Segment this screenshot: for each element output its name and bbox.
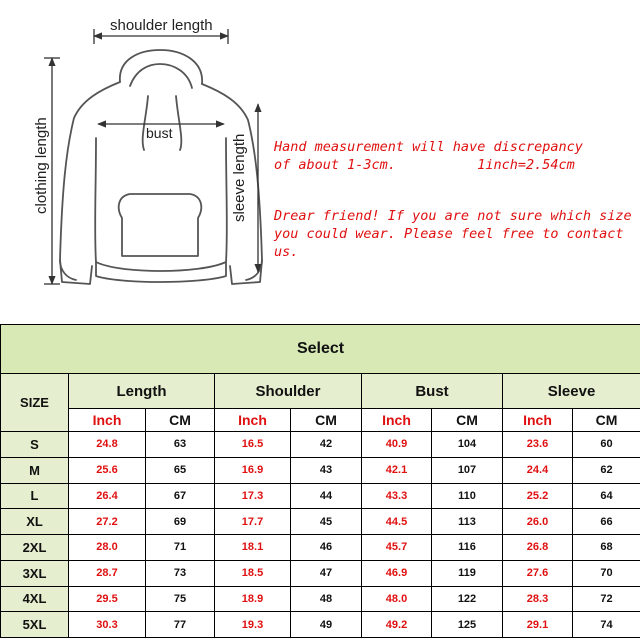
inch-value-cell: 28.7 bbox=[69, 560, 146, 586]
cm-value-cell: 62 bbox=[573, 457, 640, 483]
inch-value-cell: 49.2 bbox=[362, 612, 432, 638]
cm-value-cell: 44 bbox=[291, 483, 362, 509]
cm-unit-header: CM bbox=[432, 409, 503, 432]
inch-value-cell: 26.8 bbox=[503, 535, 573, 561]
cm-value-cell: 48 bbox=[291, 586, 362, 612]
cm-value-cell: 125 bbox=[432, 612, 503, 638]
cm-value-cell: 113 bbox=[432, 509, 503, 535]
inch-unit-header: Inch bbox=[362, 409, 432, 432]
cm-value-cell: 107 bbox=[432, 457, 503, 483]
size-cell: 4XL bbox=[1, 586, 69, 612]
size-cell: S bbox=[1, 432, 69, 458]
cm-value-cell: 47 bbox=[291, 560, 362, 586]
inch-value-cell: 17.3 bbox=[215, 483, 291, 509]
cm-value-cell: 42 bbox=[291, 432, 362, 458]
inch-unit-header: Inch bbox=[503, 409, 573, 432]
sleeve-length-label: sleeve length bbox=[231, 133, 248, 222]
cm-value-cell: 46 bbox=[291, 535, 362, 561]
cm-value-cell: 65 bbox=[146, 457, 215, 483]
inch-value-cell: 23.6 bbox=[503, 432, 573, 458]
inch-value-cell: 16.9 bbox=[215, 457, 291, 483]
table-title: Select bbox=[1, 325, 640, 374]
cm-value-cell: 71 bbox=[146, 535, 215, 561]
table-row bbox=[1, 483, 640, 509]
table-row bbox=[1, 432, 640, 458]
cm-value-cell: 110 bbox=[432, 483, 503, 509]
size-cell: M bbox=[1, 457, 69, 483]
table-row bbox=[1, 535, 640, 561]
inch-value-cell: 44.5 bbox=[362, 509, 432, 535]
bust-header: Bust bbox=[362, 374, 503, 409]
cm-value-cell: 68 bbox=[573, 535, 640, 561]
inch-value-cell: 25.2 bbox=[503, 483, 573, 509]
table-row bbox=[1, 560, 640, 586]
inch-value-cell: 25.6 bbox=[69, 457, 146, 483]
inch-value-cell: 48.0 bbox=[362, 586, 432, 612]
inch-value-cell: 45.7 bbox=[362, 535, 432, 561]
inch-unit-header: Inch bbox=[69, 409, 146, 432]
inch-value-cell: 24.4 bbox=[503, 457, 573, 483]
cm-unit-header: CM bbox=[146, 409, 215, 432]
shoulder-header: Shoulder bbox=[215, 374, 362, 409]
size-cell: XL bbox=[1, 509, 69, 535]
bust-label: bust bbox=[146, 125, 173, 141]
inch-value-cell: 17.7 bbox=[215, 509, 291, 535]
cm-value-cell: 72 bbox=[573, 586, 640, 612]
cm-value-cell: 122 bbox=[432, 586, 503, 612]
inch-value-cell: 29.1 bbox=[503, 612, 573, 638]
cm-value-cell: 49 bbox=[291, 612, 362, 638]
inch-value-cell: 19.3 bbox=[215, 612, 291, 638]
size-header: SIZE bbox=[1, 374, 69, 432]
cm-value-cell: 64 bbox=[573, 483, 640, 509]
table-row bbox=[1, 586, 640, 612]
inch-value-cell: 18.1 bbox=[215, 535, 291, 561]
inch-value-cell: 27.6 bbox=[503, 560, 573, 586]
table-row bbox=[1, 612, 640, 638]
size-cell: 2XL bbox=[1, 535, 69, 561]
cm-value-cell: 119 bbox=[432, 560, 503, 586]
cm-value-cell: 69 bbox=[146, 509, 215, 535]
inch-value-cell: 43.3 bbox=[362, 483, 432, 509]
inch-value-cell: 29.5 bbox=[69, 586, 146, 612]
inch-value-cell: 28.3 bbox=[503, 586, 573, 612]
sleeve-header: Sleeve bbox=[503, 374, 640, 409]
cm-value-cell: 63 bbox=[146, 432, 215, 458]
inch-value-cell: 18.9 bbox=[215, 586, 291, 612]
length-header: Length bbox=[69, 374, 215, 409]
cm-value-cell: 70 bbox=[573, 560, 640, 586]
inch-value-cell: 18.5 bbox=[215, 560, 291, 586]
size-cell: 3XL bbox=[1, 560, 69, 586]
contact-note: Drear friend! If you are not sure which size you could wear. Please feel free to contact us. bbox=[274, 208, 632, 260]
inch-value-cell: 42.1 bbox=[362, 457, 432, 483]
table-row bbox=[1, 457, 640, 483]
inch-value-cell: 30.3 bbox=[69, 612, 146, 638]
cm-value-cell: 45 bbox=[291, 509, 362, 535]
inch-unit-header: Inch bbox=[215, 409, 291, 432]
inch-value-cell: 26.4 bbox=[69, 483, 146, 509]
cm-value-cell: 75 bbox=[146, 586, 215, 612]
inch-value-cell: 16.5 bbox=[215, 432, 291, 458]
cm-value-cell: 74 bbox=[573, 612, 640, 638]
measurement-note: Hand measurement will have discrepancy of about 1-3cm. 1inch=2.54cm bbox=[274, 139, 583, 173]
inch-value-cell: 46.9 bbox=[362, 560, 432, 586]
cm-value-cell: 60 bbox=[573, 432, 640, 458]
cm-unit-header: CM bbox=[291, 409, 362, 432]
inch-value-cell: 28.0 bbox=[69, 535, 146, 561]
size-chart-table bbox=[0, 324, 640, 638]
inch-value-cell: 24.8 bbox=[69, 432, 146, 458]
inch-value-cell: 40.9 bbox=[362, 432, 432, 458]
table-row bbox=[1, 509, 640, 535]
size-cell: 5XL bbox=[1, 612, 69, 638]
size-cell: L bbox=[1, 483, 69, 509]
cm-unit-header: CM bbox=[573, 409, 640, 432]
clothing-length-label: clothing length bbox=[33, 117, 50, 214]
cm-value-cell: 104 bbox=[432, 432, 503, 458]
inch-value-cell: 27.2 bbox=[69, 509, 146, 535]
cm-value-cell: 66 bbox=[573, 509, 640, 535]
cm-value-cell: 77 bbox=[146, 612, 215, 638]
cm-value-cell: 67 bbox=[146, 483, 215, 509]
cm-value-cell: 116 bbox=[432, 535, 503, 561]
shoulder-length-label: shoulder length bbox=[110, 17, 213, 34]
cm-value-cell: 43 bbox=[291, 457, 362, 483]
cm-value-cell: 73 bbox=[146, 560, 215, 586]
inch-value-cell: 26.0 bbox=[503, 509, 573, 535]
